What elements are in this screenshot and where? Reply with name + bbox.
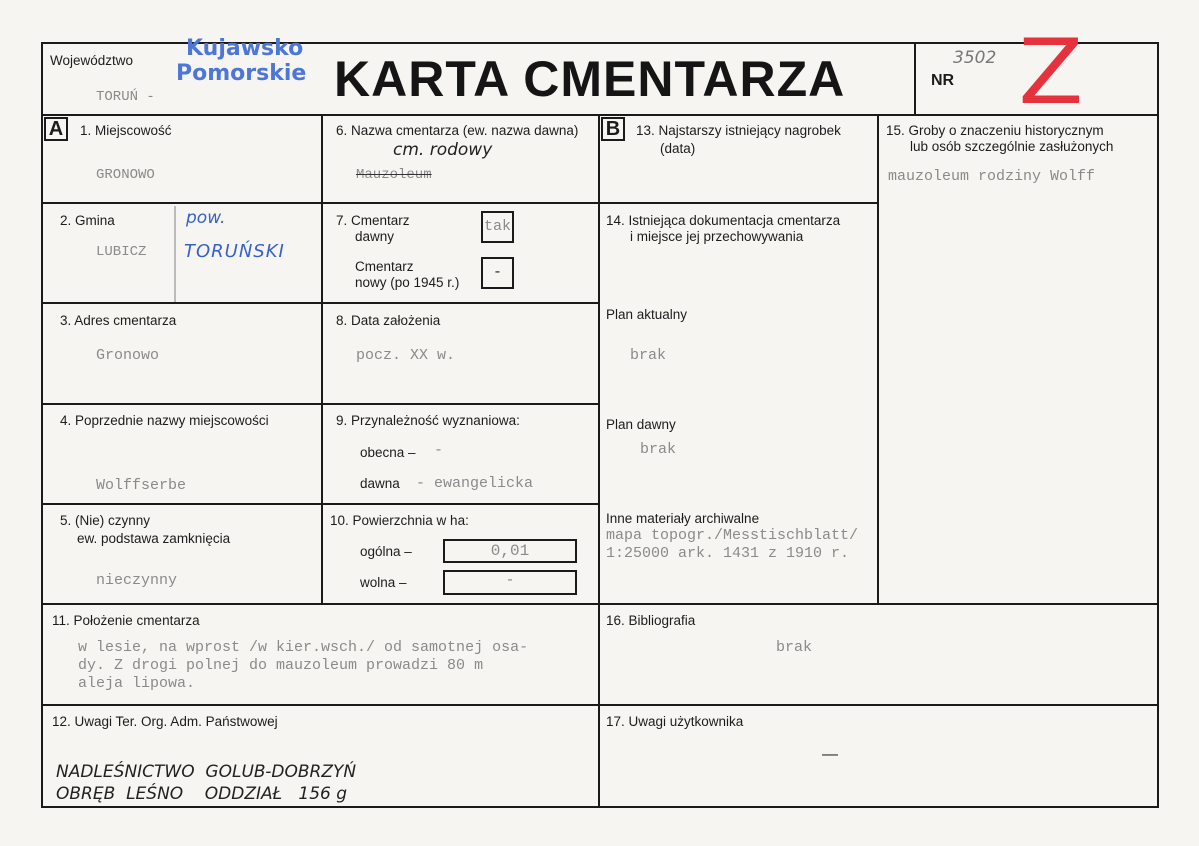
f2-value: LUBICZ — [96, 244, 147, 260]
f13-label-2: (data) — [660, 141, 696, 156]
f14-plan-aktualny-label: Plan aktualny — [606, 307, 688, 322]
col-divider-1 — [321, 114, 323, 604]
f9-label: 9. Przynależność wyznaniowa: — [336, 413, 520, 428]
f14-inne-label: Inne materiały archiwalne — [606, 511, 760, 526]
wojewodztwo-value: TORUŃ - — [96, 89, 155, 105]
f8-value: pocz. XX w. — [356, 347, 456, 364]
f2-hand-torunski: TORUŃSKI — [184, 241, 285, 262]
f1-value: GRONOWO — [96, 167, 155, 183]
f4-value: Wolffserbe — [96, 477, 187, 494]
f7-nowy-label-2: nowy (po 1945 r.) — [355, 275, 460, 290]
row-divider-2 — [41, 302, 600, 304]
f12-hand-line-1: NADLEŚNICTWO GOLUB-DOBRZYŃ — [56, 762, 357, 782]
region-stamp-line1: Kujawsko — [186, 36, 304, 61]
f15-label-2: lub osób szczególnie zasłużonych — [910, 139, 1114, 154]
row-divider-5 — [41, 603, 1159, 605]
wojewodztwo-label: Województwo — [50, 53, 134, 68]
nr-divider — [914, 42, 916, 115]
f8-label: 8. Data założenia — [336, 313, 441, 328]
f14-plan-dawny-value: brak — [640, 441, 677, 458]
f14-label-2: i miejsce jej przechowywania — [630, 229, 804, 244]
f10-ogolna-label: ogólna – — [360, 544, 412, 559]
section-a-marker: A — [44, 117, 68, 141]
f5-label-2: ew. podstawa zamknięcia — [77, 531, 231, 546]
f14-label-1: 14. Istniejąca dokumentacja cmentarza — [606, 213, 841, 228]
f10-ogolna-box: 0,01 — [443, 539, 577, 563]
z-mark: Z — [1018, 20, 1084, 125]
f12-hand-line-2: OBRĘB LEŚNO ODDZIAŁ 156 g — [56, 784, 348, 804]
f15-value: mauzoleum rodziny Wolff — [888, 168, 1096, 185]
f7-nowy-checkbox: - — [481, 257, 514, 289]
f6-label: 6. Nazwa cmentarza (ew. nazwa dawna) — [336, 123, 579, 138]
f2-hand-pow: pow. — [186, 208, 226, 228]
f9-dawna-label: dawna — [360, 476, 400, 491]
f10-label: 10. Powierzchnia w ha: — [330, 513, 469, 528]
col-divider-3 — [877, 114, 879, 604]
nr-value: 3502 — [953, 48, 997, 68]
f10-wolna-label: wolna – — [360, 575, 407, 590]
row-divider-3 — [41, 403, 600, 405]
f4-label: 4. Poprzednie nazwy miejscowości — [60, 413, 269, 428]
f16-value: brak — [776, 639, 813, 656]
f1-label: 1. Miejscowość — [80, 123, 172, 138]
f12-label: 12. Uwagi Ter. Org. Adm. Państwowej — [52, 714, 278, 729]
f16-label: 16. Bibliografia — [606, 613, 696, 628]
f11-line-3: aleja lipowa. — [78, 675, 196, 692]
section-b-marker: B — [601, 117, 625, 141]
f15-label-1: 15. Groby o znaczeniu historycznym — [886, 123, 1104, 138]
f11-line-1: w lesie, na wprost /w kier.wsch./ od samotnej osa- — [78, 639, 529, 656]
row-divider-4 — [41, 503, 600, 505]
f17-label: 17. Uwagi użytkownika — [606, 714, 744, 729]
row-divider-13 — [598, 202, 879, 204]
page-title: KARTA CMENTARZA — [334, 51, 846, 107]
f14-plan-aktualny-value: brak — [630, 347, 667, 364]
f14-inne-line-1: mapa topogr./Messtischblatt/ — [606, 527, 859, 544]
region-stamp-line2: Pomorskie — [176, 61, 307, 86]
f3-label: 3. Adres cmentarza — [60, 313, 177, 328]
f11-line-2: dy. Z drogi polnej do mauzoleum prowadzi 80 m — [78, 657, 484, 674]
f7-dawny-checkbox: tak — [481, 211, 514, 243]
f2-label: 2. Gmina — [60, 213, 115, 228]
f6-hand-value: cm. rodowy — [393, 140, 493, 160]
f5-value: nieczynny — [96, 572, 178, 589]
f9-dawna-value: - ewangelicka — [416, 475, 534, 492]
f7-nowy-label-1: Cmentarz — [355, 259, 414, 274]
f6-struck-value: Mauzoleum — [356, 167, 432, 183]
f14-inne-line-2: 1:25000 ark. 1431 z 1910 r. — [606, 545, 850, 562]
f9-obecna-value: - — [434, 442, 444, 459]
f17-value: — — [822, 746, 838, 763]
header-divider — [41, 114, 1159, 116]
row-divider-6 — [41, 704, 1159, 706]
f7-dawny-label-1: 7. Cmentarz — [336, 213, 410, 228]
f7-dawny-label-2: dawny — [355, 229, 395, 244]
gmina-divider — [174, 206, 176, 302]
f5-label-1: 5. (Nie) czynny — [60, 513, 151, 528]
f14-plan-dawny-label: Plan dawny — [606, 417, 676, 432]
nr-label: NR — [931, 72, 955, 89]
f10-wolna-box: - — [443, 570, 577, 595]
f13-label-1: 13. Najstarszy istniejący nagrobek — [636, 123, 841, 138]
f9-obecna-label: obecna – — [360, 445, 416, 460]
row-divider-1 — [41, 202, 600, 204]
f11-label: 11. Położenie cmentarza — [52, 613, 200, 628]
f3-value: Gronowo — [96, 347, 160, 364]
